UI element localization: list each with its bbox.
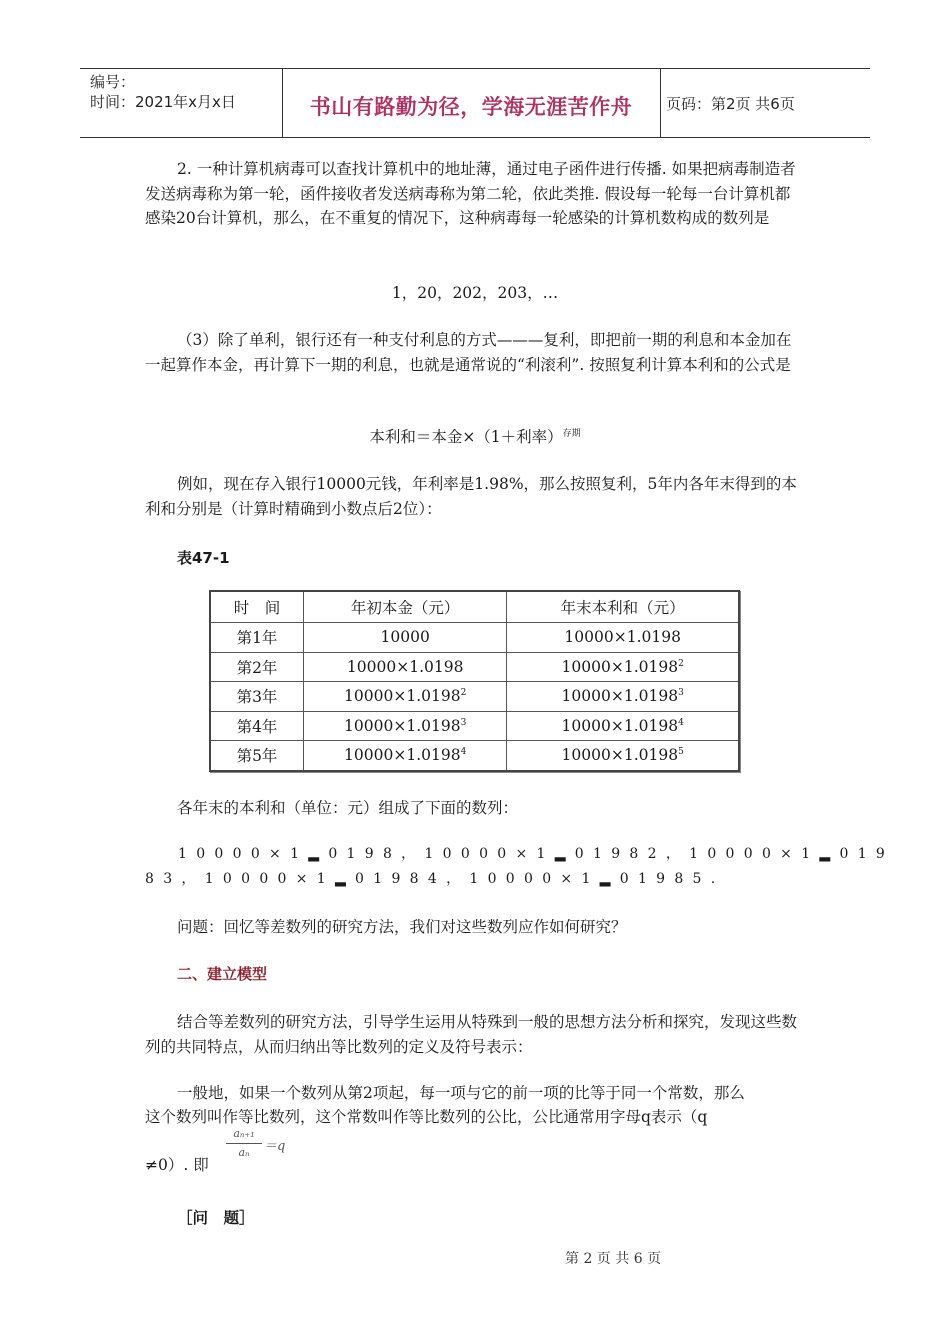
cell-exponent: 5 [678, 747, 684, 758]
section-heading: 二、建立模型 [177, 965, 268, 983]
definition-line3: ≠0）. 即 [145, 1156, 209, 1174]
fraction-bar [226, 1143, 262, 1144]
header-middle-cell [282, 69, 661, 137]
sequence-interest-line1: 10000×1▂0198，10000×1▂01982，10000×1▂019 [178, 846, 895, 862]
table-header-cell: 年初本金（元） [304, 591, 507, 623]
formula-main: 本利和＝本金×（1＋利率） [369, 428, 563, 446]
cell-value: 10000 [380, 628, 430, 647]
cell-value: 10000×1.0198 [564, 628, 681, 647]
paragraph-compound-interest: （3）除了单利，银行还有一种支付利息的方式———复利，即把前一期的利息和本金加在一起算作本金，再计算下一期的利息，也就是通常说的“利滚利”. 按照复利计算本利和的公式是 [145, 331, 792, 374]
table-cell-start [304, 652, 507, 682]
header-left-cell [80, 69, 283, 137]
table-cell-end [507, 652, 739, 682]
page-label: 页码：第2页 共6页 [666, 95, 795, 113]
table-row [210, 741, 739, 771]
table-row [210, 623, 739, 653]
table-header-row [210, 591, 739, 623]
cell-value: 10000×1.0198 [344, 746, 461, 765]
cell-value: 10000×1.0198 [561, 716, 679, 735]
table-cell-end [507, 711, 739, 741]
definition-line2: 这个数列叫作等比数列，这个常数叫作等比数列的公比，公比通常用字母q表示（q [145, 1108, 708, 1126]
cell-value: 10000×1.0198 [561, 687, 679, 706]
sequence-interest-line2: 83，10000×1▂01984，10000×1▂01985. [145, 871, 725, 887]
table-cell-year: 第5年 [210, 741, 304, 771]
paragraph-sequence-intro: 各年末的本利和（单位：元）组成了下面的数列： [177, 799, 519, 817]
table-cell-year: 第4年 [210, 711, 304, 741]
paragraph-method: 结合等差数列的研究方法，引导学生运用从特殊到一般的思想方法分析和探究，发现这些数列的共同特点，从而归纳出等比数列的定义及符号表示： [145, 1013, 798, 1056]
cell-value: 10000×1.0198 [561, 657, 679, 676]
table-cell-end [507, 623, 739, 653]
cell-exponent: 2 [460, 688, 467, 699]
cell-exponent: 4 [460, 747, 467, 758]
table-cell-year: 第3年 [210, 682, 304, 712]
table-cell-end [507, 741, 739, 771]
fraction-rhs: ＝q [264, 1139, 286, 1154]
cell-exponent: 2 [678, 658, 684, 669]
fraction-numerator: aₙ₊₁ [233, 1127, 255, 1140]
cell-exponent: 4 [678, 717, 684, 728]
table-header-cell: 时 间 [210, 591, 304, 623]
cell-value: 10000×1.0198 [344, 716, 461, 735]
paragraph-question: 问题：回忆等差数列的研究方法，我们对这些数列应作如何研究？ [177, 918, 627, 936]
number-label: 编号： [90, 73, 136, 91]
table-cell-year: 第2年 [210, 652, 304, 682]
problem-heading: ［问 题］ [177, 1208, 255, 1227]
table-header-cell: 年末本利和（元） [507, 591, 739, 623]
table-cell-start [304, 682, 507, 712]
cell-value: 10000×1.0198 [346, 657, 464, 676]
sequence-virus: 1，20，202，203，… [391, 284, 559, 302]
table-cell-start [304, 741, 507, 771]
cell-value: 10000×1.0198 [344, 687, 461, 706]
table-cell-end [507, 682, 739, 712]
table-row [210, 711, 739, 741]
definition-line1: 一般地，如果一个数列从第2项起，每一项与它的前一项的比等于同一个常数，那么 [177, 1084, 745, 1102]
interest-table [209, 590, 740, 772]
cell-value: 10000×1.0198 [561, 746, 679, 765]
formula-exponent: 存期 [562, 428, 581, 439]
page-footer: 第 2 页 共 6 页 [565, 1251, 662, 1267]
motto: 书山有路勤为径，学海无涯苦作舟 [309, 95, 633, 119]
header-right-cell [660, 69, 870, 137]
time-label: 时间：2021年x月x日 [90, 93, 236, 111]
page-header [80, 68, 870, 138]
table-cell-start [304, 711, 507, 741]
paragraph-example: 例如，现在存入银行10000元钱，年利率是1.98%，那么按照复利，5年内各年末得到的本利和分别是（计算时精确到小数点后2位）： [145, 475, 797, 518]
paragraph-virus: 2. 一种计算机病毒可以查找计算机中的地址薄，通过电子函件进行传播. 如果把病毒制造者发送病毒称为第一轮，函件接收者发送病毒称为第二轮，依此类推. 假设每一轮每一台计算机都感染20台计算机，那么，在不重复的情况下，这种病毒每一轮感染的计算机数构成的数列是 [145, 160, 796, 227]
cell-exponent: 3 [678, 688, 684, 699]
cell-exponent: 3 [460, 717, 467, 728]
compound-formula [145, 425, 805, 450]
table-cell-start [304, 623, 507, 653]
fraction-denominator: aₙ [238, 1146, 250, 1159]
table-cell-year: 第1年 [210, 623, 304, 653]
table-caption: 表47-1 [177, 549, 230, 567]
table-row [210, 652, 739, 682]
table-row [210, 682, 739, 712]
